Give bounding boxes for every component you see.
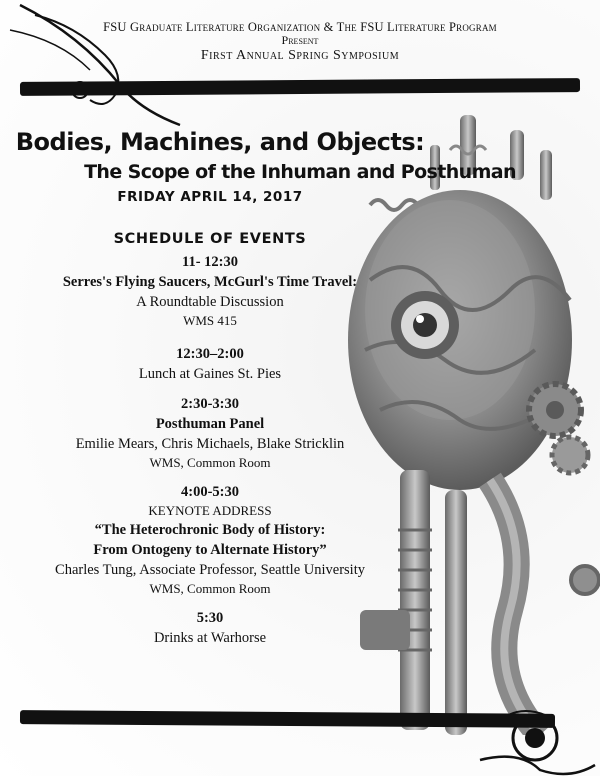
schedule-heading: SCHEDULE OF EVENTS: [113, 231, 307, 247]
event-location: WMS, Common Room: [149, 581, 271, 596]
symposium-name: First Annual Spring Symposium: [200, 48, 400, 63]
keynote-talk-title-line2: From Ontogeny to Alternate History”: [93, 542, 327, 558]
event-title: Posthuman Panel: [155, 416, 265, 432]
event-item: [0, 344, 420, 384]
event-description: Drinks at Warhorse: [153, 630, 267, 646]
event-time: 11- 12:30: [182, 254, 238, 270]
event-item: [0, 394, 420, 472]
event-time: 4:00-5:30: [181, 484, 239, 500]
brush-stroke-top: [20, 78, 580, 96]
event-subtitle: A Roundtable Discussion: [136, 294, 284, 310]
keynote-talk-title-line1: “The Heterochronic Body of History:: [94, 522, 326, 538]
header: [0, 20, 600, 64]
event-time: 12:30–2:00: [176, 346, 244, 362]
keynote-label: KEYNOTE ADDRESS: [148, 503, 272, 518]
swirl-ornament-bottom: [470, 700, 600, 776]
event-time: 2:30-3:30: [181, 396, 239, 412]
present-line: Present: [281, 33, 319, 47]
keynote-speaker: Charles Tung, Associate Professor, Seattle University: [55, 562, 365, 578]
brush-stroke-bottom: [20, 710, 555, 728]
schedule-list: [0, 252, 420, 658]
event-title: Serres's Flying Saucers, McGurl's Time Travel:: [62, 274, 358, 290]
event-title: Bodies, Machines, and Objects:: [15, 128, 425, 156]
event-subtitle: The Scope of the Inhuman and Posthuman: [84, 161, 516, 183]
event-item: [0, 608, 420, 648]
event-location: WMS 415: [183, 313, 237, 328]
event-people: Emilie Mears, Chris Michaels, Blake Stricklin: [75, 436, 345, 452]
event-location: WMS, Common Room: [149, 455, 271, 470]
event-item: [0, 252, 420, 330]
event-time: 5:30: [196, 610, 224, 626]
event-description: Lunch at Gaines St. Pies: [138, 366, 282, 382]
event-item: [0, 482, 420, 598]
event-date: FRIDAY APRIL 14, 2017: [117, 189, 303, 205]
organizer-line: FSU Graduate Literature Organization & The FSU Literature Program: [103, 20, 497, 34]
